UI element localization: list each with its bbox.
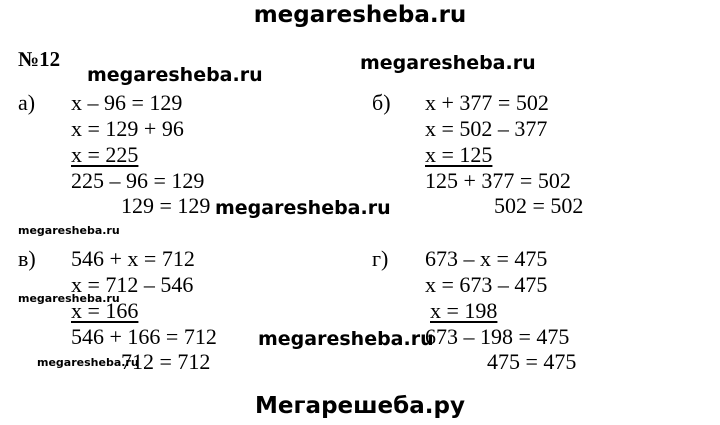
check-line: 125 + 377 = 502 [425,168,571,193]
part-label-v: в) [18,246,36,271]
site-watermark: megaresheba.ru [258,328,434,350]
site-watermark-small: megaresheba.ru [18,292,120,305]
check-line: 225 – 96 = 129 [71,168,205,193]
check-line: 673 – 198 = 475 [425,324,570,349]
part-label-b: б) [372,90,391,115]
part-label-a: а) [18,90,36,115]
equation-line: x – 96 = 129 [71,90,183,115]
solution-line: x = 125 [425,142,493,167]
check-result-line: 129 = 129 [121,193,211,218]
equation-line: x + 377 = 502 [425,90,549,115]
site-watermark-footer: Мегарешеба.ру [255,393,465,419]
solution-line: x = 225 [71,142,139,167]
check-result-line: 712 = 712 [121,349,211,374]
site-watermark-header: megaresheba.ru [253,2,467,28]
equation-line: 546 + x = 712 [71,246,195,271]
check-result-line: 475 = 475 [487,349,577,374]
site-watermark-small: megaresheba.ru [18,224,120,237]
site-watermark: megaresheba.ru [215,197,391,219]
solution-line: x = 166 [71,298,139,323]
equation-line: x = 673 – 475 [425,272,548,297]
equation-line: x = 502 – 377 [425,116,548,141]
site-watermark: megaresheba.ru [360,52,536,74]
check-line: 546 + 166 = 712 [71,324,217,349]
site-watermark-small: megaresheba.ru [37,356,139,369]
equation-line: x = 712 – 546 [71,272,194,297]
problem-number: №12 [18,47,61,71]
check-result-line: 502 = 502 [494,193,584,218]
site-watermark: megaresheba.ru [87,64,263,86]
equation-line: x = 129 + 96 [71,116,184,141]
solution-line: x = 198 [430,298,498,323]
part-label-g: г) [372,246,389,271]
equation-line: 673 – x = 475 [425,246,548,271]
